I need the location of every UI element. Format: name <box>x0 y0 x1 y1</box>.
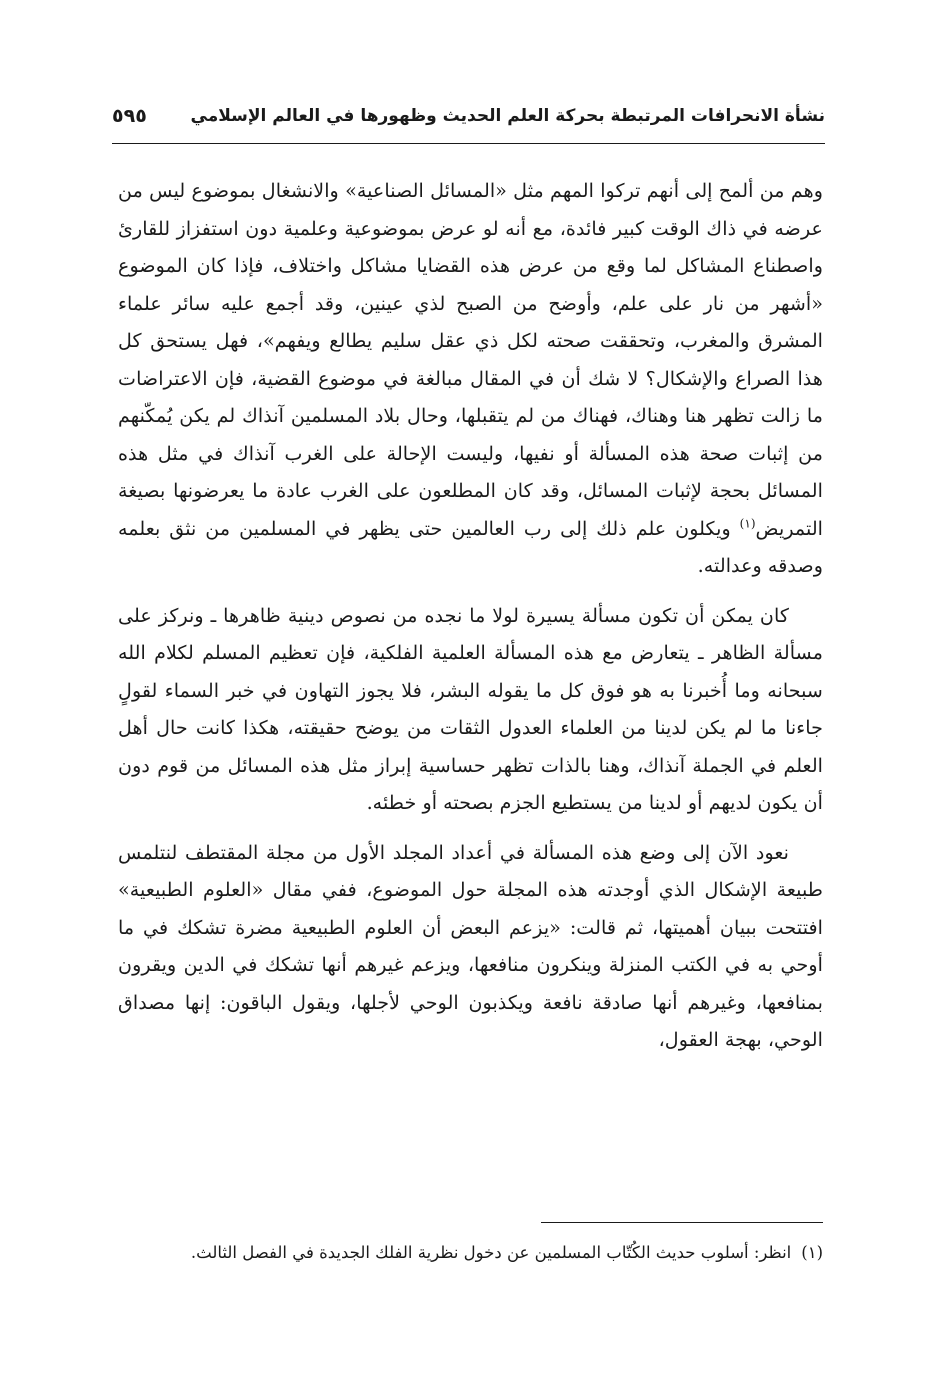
paragraph-2: كان يمكن أن تكون مسألة يسيرة لولا ما نجده من نصوص دينية ظاهرها ـ ونركز على مسألة الظاهر ـ يتعارض مع هذه المسألة العلمية الفلكية، فإن تعظيم المسلم لكلام الله سبحانه وما أُخبرنا به هو فوق كل ما يقوله البشر، فلا يجوز التهاون في خبر السماء لقولٍ جاءنا ما لم يكن لدينا من العلماء العدول الثقات من يوضح حقيقته، هكذا كانت حال أهل العلم في الجملة آنذاك، وهنا بالذات تظهر حساسية إبراز مثل هذه المسائل من قوم دون أن يكون لديهم أو لدينا من يستطيع الجزم بصحته أو خطئه. <box>118 603 823 814</box>
footnote-marker: (١) <box>801 1243 823 1262</box>
paragraph-1-text-after-ref: ويكلون علم ذلك إلى رب العالمين حتى يظهر في المسلمين من نثق بعلمه وصدقه وعدالته. <box>118 516 823 577</box>
footnote <box>118 1237 823 1269</box>
running-title: نشأة الانحرافات المرتبطة بحركة العلم الحديث وظهورها في العالم الإسلامي <box>190 106 825 126</box>
paragraph-3: نعود الآن إلى وضع هذه المسألة في أعداد المجلد الأول من مجلة المقتطف لنتلمس طبيعة الإشكال الذي أوجدته هذه المجلة حول الموضوع، ففي مقال «العلوم الطبيعية» افتتحت ببيان أهميتها، ثم قالت: «يزعم البعض أن العلوم الطبيعية مضرة تشكك في ما أوحي به في الكتب المنزلة وينكرون منافعها، ويزعم غيرهم أنها تشكك في الدين ويقرون بمنافعها، وغيرهم أنها صادقة نافعة ويكذبون الوحي لأجلها، ويقول الباقون: إنها مصداق الوحي، بهجة العقول، <box>118 840 823 1051</box>
page-header <box>112 96 825 136</box>
page-number: ٥٩٥ <box>112 105 147 127</box>
footnote-reference: (١) <box>739 516 756 531</box>
footnote-text: انظر: أسلوب حديث الكُتّاب المسلمين عن دخول نظرية الفلك الجديدة في الفصل الثالث. <box>190 1243 792 1262</box>
footnotes <box>118 1237 823 1269</box>
header-rule <box>112 143 825 144</box>
footnote-separator <box>541 1222 823 1223</box>
paragraph-1 <box>118 172 823 585</box>
body-text <box>118 172 823 1071</box>
paragraph-1-text-before-ref: وهم من ألمح إلى أنهم تركوا المهم مثل «المسائل الصناعية» والانشغال بموضوع ليس من عرضه في ذاك الوقت كبير فائدة، مع أنه لو عرض بموضوعية وعلمية دون استفزاز للقارئ واصطناع المشاكل لما وقع من عرض هذه القضايا مشاكل واختلاف، فإذا كان الموضوع «أشهر من نار على علم، وأوضح من الصبح لذي عينين، وقد أجمع عليه سائر علماء المشرق والمغرب، وتحققت صحته لكل ذي عقل سليم يطالع ويفهم»، فهل يستحق كل هذا الصراع والإشكال؟ لا شك أن في المقال مبالغة في موضوع القضية، فإن الاعتراضات ما زالت تظهر هنا وهناك، فهناك من لم يتقبلها، وحال بلاد المسلمين آنذاك لم يكن يُمكّنهم من إثبات صحة هذه المسألة أو نفيها، وليست الإحالة على الغرب آنذاك في مثل هذه المسائل بحجة لإثبات المسائل، وقد كان المطلعون على الغرب عادة ما يعرضونها بصيغة التمريض <box>118 179 823 540</box>
